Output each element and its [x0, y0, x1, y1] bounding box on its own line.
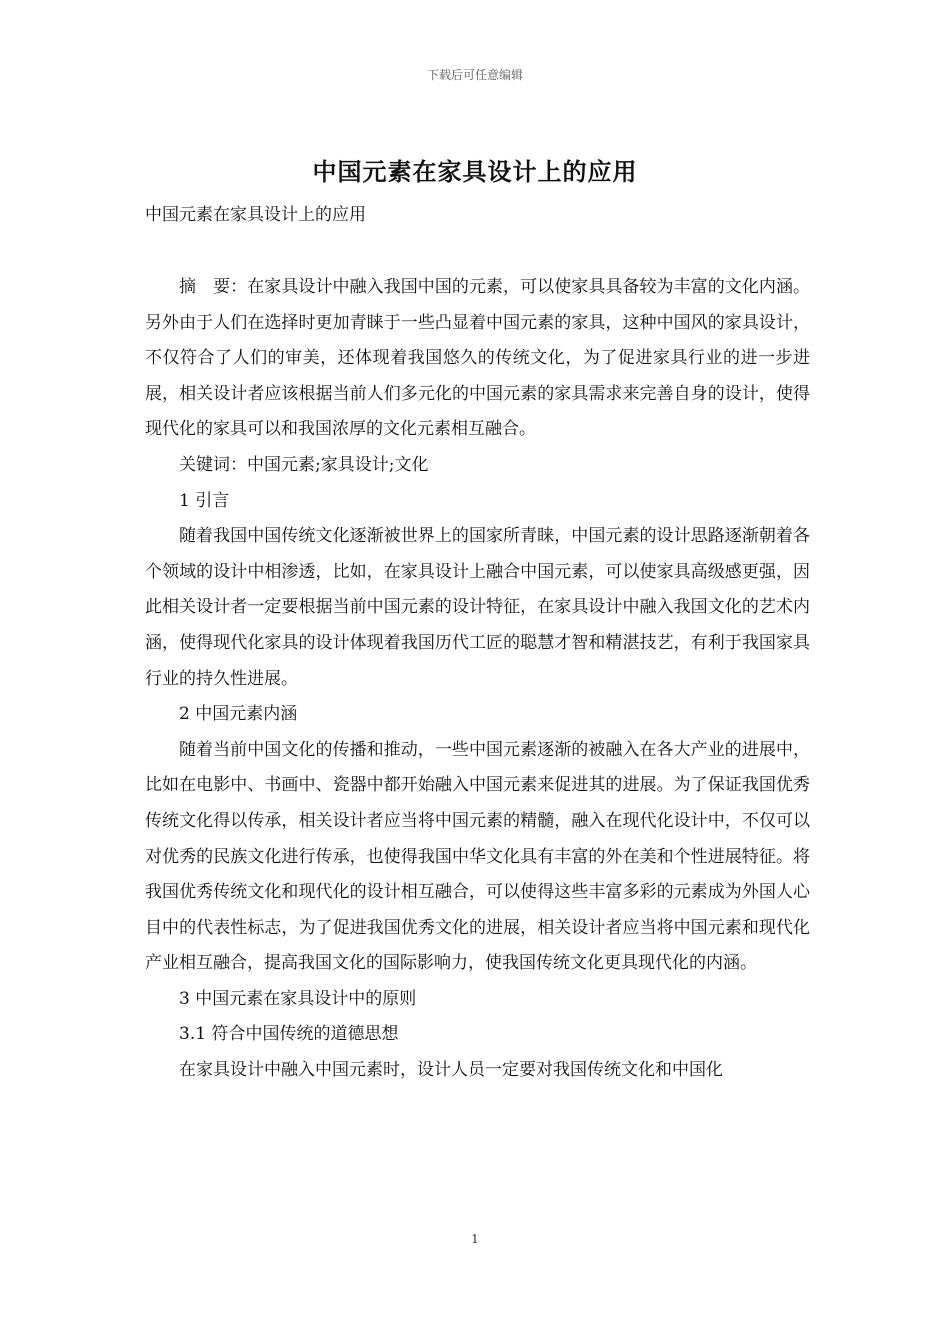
body-paragraph: 随着我国中国传统文化逐渐被世界上的国家所青睐，中国元素的设计思路逐渐朝着各个领域的设计中相渗透，比如，在家具设计上融合中国元素，可以使家具高级感更强，因此相关设计者一定要根据当前中国元素的设计特征，在家具设计中融入我国文化的艺术内涵，使得现代化家具的设计体现着我国历代工匠的聪慧才智和精湛技艺，有利于我国家具行业的持久性进展。	[145, 526, 810, 689]
section-heading-2: 2 中国元素内涵	[179, 704, 298, 725]
body-paragraph: 随着当前中国文化的传播和推动，一些中国元素逐渐的被融入在各大产业的进展中，比如在电影中、书画中、瓷器中都开始融入中国元素来促进其的进展。为了保证我国优秀传统文化得以传承，相关设计者应当将中国元素的精髓，融入在现代化设计中，不仅可以对优秀的民族文化进行传承，也使得我国中华文化具有丰富的外在美和个性进展特征。将我国优秀传统文化和现代化的设计相互融合，可以使得这些丰富多彩的元素成为外国人心目中的代表性标志，为了促进我国优秀文化的进展，相关设计者应当将中国元素和现代化产业相互融合，提高我国文化的国际影响力，使我国传统文化更具现代化的内涵。	[145, 739, 810, 974]
keywords-line: 关键词：中国元素;家具设计;文化	[179, 454, 429, 475]
abstract-paragraph: 摘 要：在家具设计中融入我国中国的元素，可以使家具具备较为丰富的文化内涵。另外由于人们在选择时更加青睐于一些凸显着中国元素的家具，这种中国风的家具设计，不仅符合了人们的审美，还体现着我国悠久的传统文化，为了促进家具行业的进一步进展，相关设计者应该根据当前人们多元化的中国元素的家具需求来完善自身的设计，使得现代化的家具可以和我国浓厚的文化元素相互融合。	[145, 277, 810, 440]
subsection-heading-3-1: 3.1 符合中国传统的道德思想	[179, 1024, 399, 1045]
page-number: 1	[471, 1232, 479, 1246]
section-heading-1: 1 引言	[179, 490, 230, 511]
document-subtitle: 中国元素在家具设计上的应用	[145, 205, 366, 225]
document-title: 中国元素在家具设计上的应用	[312, 157, 638, 186]
document-body	[145, 270, 810, 1089]
page-header: 下载后可任意编辑	[426, 68, 523, 82]
section-heading-3: 3 中国元素在家具设计中的原则	[179, 988, 417, 1009]
body-paragraph: 在家具设计中融入中国元素时，设计人员一定要对我国传统文化和中国化	[179, 1060, 723, 1081]
